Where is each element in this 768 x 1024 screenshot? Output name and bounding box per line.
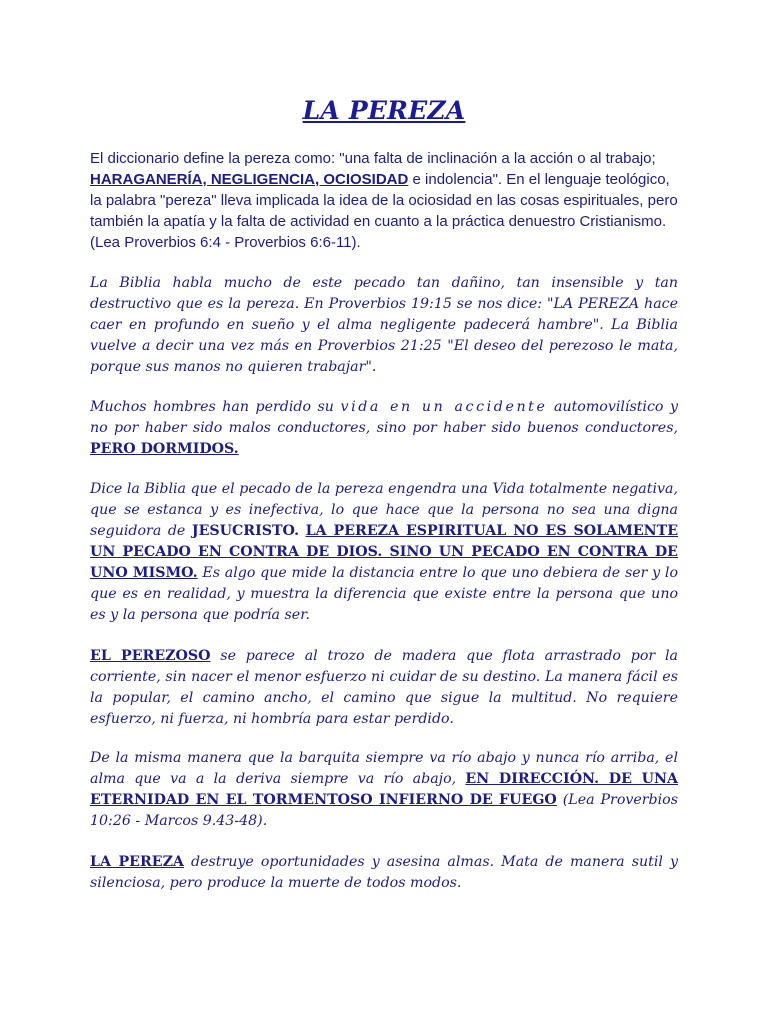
text: De la misma manera que la barquita siempre va río abajo y nunca río arriba, el alma que va a la deriva siempre va río abajo, bbox=[90, 750, 678, 787]
paragraph-lazy-one bbox=[90, 646, 678, 730]
paragraph-spiritual-laziness bbox=[90, 479, 678, 626]
paragraph-men-lost bbox=[90, 397, 678, 460]
text: destruye oportunidades y asesina almas. Mata de manera sutil y silenciosa, pero produce la muerte de todos modos. bbox=[90, 854, 678, 891]
paragraph-definition bbox=[90, 148, 678, 253]
paragraph-little-boat bbox=[90, 748, 678, 832]
emphasis-bold: JESUCRISTO. bbox=[191, 523, 300, 539]
spaced-text: vida en un accidente bbox=[340, 399, 548, 415]
text: Es algo que mide la distancia entre lo que uno debiera de ser y lo que es en realidad, y muestra la diferencia que existe entre la persona que uno es y la persona que podría ser. bbox=[90, 565, 678, 623]
paragraph-bible-says bbox=[90, 273, 678, 378]
text: (Lea Proverbios 10:26 - Marcos 9.43-48). bbox=[90, 792, 678, 829]
emphasis-underlined: LA PEREZA ESPIRITUAL NO ES SOLAMENTE UN PECADO EN CONTRA DE DIOS. SINO UN PECADO EN CONTRA DE UNO MISMO. bbox=[90, 523, 679, 581]
document-title: LA PEREZA bbox=[302, 96, 466, 125]
text: Dice la Biblia que el pecado de la pereza engendra una Vida totalmente negativa, que se estanca y es inefectiva, lo que hace que la persona no sea una digna seguidora de bbox=[90, 481, 678, 539]
text: e indolencia". En el lenguaje teológico, la palabra "pereza" lleva implicada la idea de la ociosidad en las cosas espirituales, pero también la apatía y la falta de actividad en cuanto a la práctica denuestro Cristianismo. (Lea Proverbios 6:4 - Proverbios 6:6-11). bbox=[90, 171, 678, 251]
text: El diccionario define la pereza como: "una falta de inclinación a la acción o al trabajo; bbox=[90, 150, 656, 167]
text: La Biblia habla mucho de este pecado tan dañino, tan insensible y tan destructivo que es la pereza. En Proverbios 19:15 se nos dice: "LA PEREZA hace caer en profundo en sueño y el alma negligente padecerá hambre". La Biblia vuelve a decir una vez más en Proverbios 21:25 "El deseo del perezoso le mata, porque sus manos no quieren trabajar". bbox=[90, 275, 678, 375]
emphasis-underlined: EN DIRECCIÓN. DE UNA ETERNIDAD EN EL TORMENTOSO INFIERNO DE FUEGO bbox=[90, 771, 678, 808]
text: se parece al trozo de madera que flota arrastrado por la corriente, sin nacer el menor esfuerzo ni cuidar de su destino. La manera fácil es la popular, el camino ancho, el camino que sigue la multitud. No requiere esfuerzo, ni fuerza, ni hombría para estar perdido. bbox=[90, 648, 679, 727]
emphasis-underlined: LA PEREZA bbox=[90, 854, 184, 870]
text: automovilístico y no por haber sido malos conductores, sino por haber sido buenos conductores, bbox=[90, 399, 678, 436]
paragraph-conclusion bbox=[90, 852, 678, 894]
text: Muchos hombres han perdido su bbox=[90, 399, 341, 415]
emphasis-underlined: HARAGANERÍA, NEGLIGENCIA, OCIOSIDAD bbox=[90, 171, 409, 188]
emphasis-underlined: EL PEREZOSO bbox=[90, 648, 211, 664]
emphasis-underlined: PERO DORMIDOS. bbox=[90, 441, 239, 457]
